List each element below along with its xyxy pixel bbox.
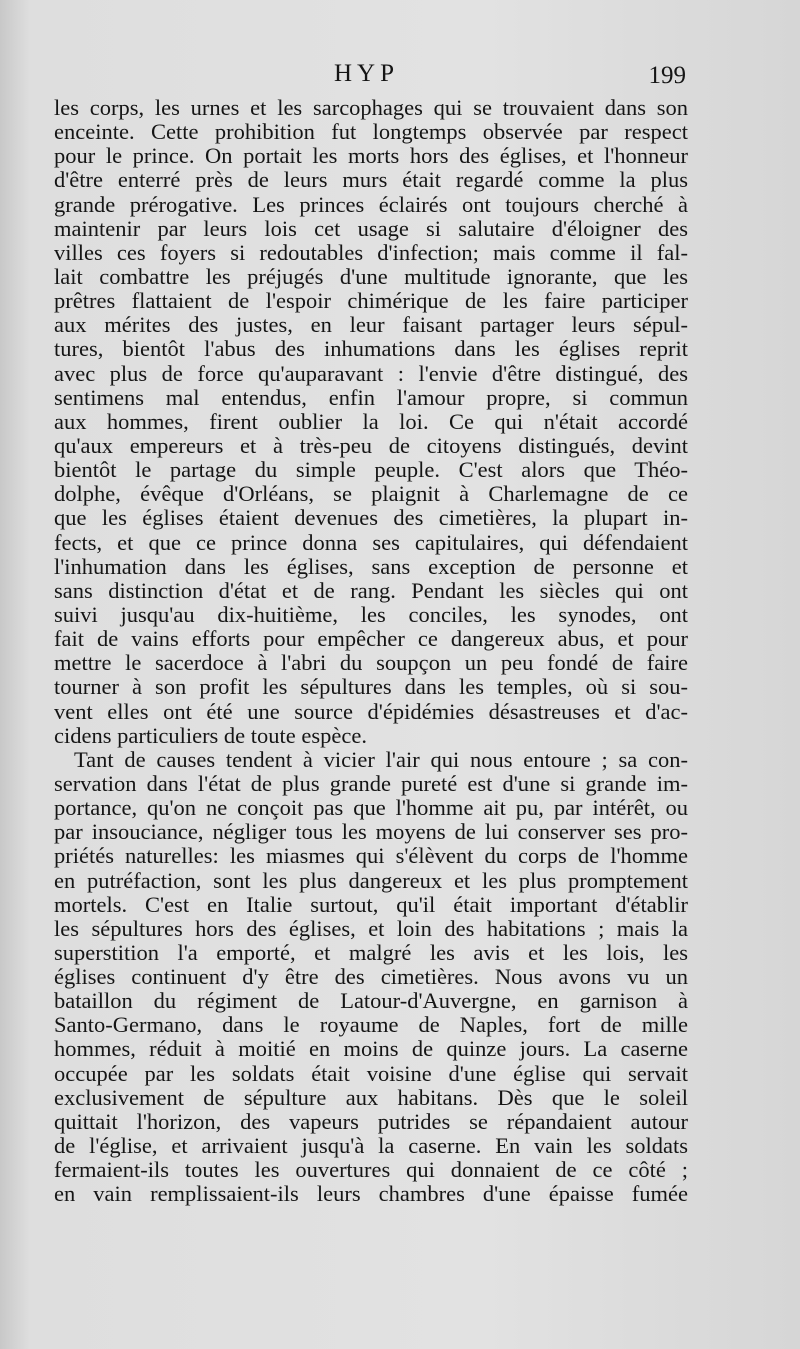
text-line: enceinte. Cette prohibition fut longtemps observée par respect: [54, 119, 688, 145]
text-line: servation dans l'état de plus grande pureté est d'une si grande im-: [54, 770, 688, 796]
text-line: bataillon du régiment de Latour-d'Auvergne, en garnison à: [54, 988, 688, 1014]
text-line: églises continuent d'y être des cimetières. Nous avons vu un: [54, 964, 688, 990]
text-line: de l'église, et arrivaient jusqu'à la caserne. En vain les soldats: [54, 1133, 688, 1159]
text-line: les sépultures hors des églises, et loin des habitations ; mais la: [54, 915, 688, 941]
text-line: l'inhumation dans les églises, sans exception de personne et: [54, 553, 688, 579]
text-line: fait de vains efforts pour empêcher ce dangereux abus, et pour: [54, 626, 688, 652]
text-line: sentimens mal entendus, enfin l'amour propre, si commun: [54, 384, 688, 410]
text-line: priétés naturelles: les miasmes qui s'élèvent du corps de l'homme: [54, 843, 688, 869]
text-line: occupée par les soldats était voisine d'une église qui servait: [54, 1060, 688, 1086]
paragraph: [54, 96, 688, 748]
page-number: 199: [648, 62, 686, 89]
text-line: lait combattre les préjugés d'une multitude ignorante, que les: [54, 263, 688, 289]
text-line: exclusivement de sépulture aux habitans. Dès que le soleil: [54, 1084, 688, 1110]
text-line: quittait l'horizon, des vapeurs putrides se répandaient autour: [54, 1108, 688, 1134]
text-line: tures, bientôt l'abus des inhumations dans les églises reprit: [54, 336, 688, 362]
text-line: d'être enterré près de leurs murs était regardé comme la plus: [54, 167, 688, 193]
text-line: maintenir par leurs lois cet usage si salutaire d'éloigner des: [54, 215, 688, 241]
text-line: par insouciance, négliger tous les moyens de lui conserver ses pro-: [54, 819, 688, 845]
text-line: en vain remplissaient-ils leurs chambres d'une épaisse fumée: [54, 1181, 688, 1207]
text-line: cidens particuliers de toute espèce.: [54, 722, 367, 748]
text-line: tourner à son profit les sépultures dans les temples, où si sou-: [54, 674, 688, 700]
text-line: grande prérogative. Les princes éclairés ont toujours cherché à: [54, 191, 688, 217]
text-line: que les églises étaient devenues des cimetières, la plupart in-: [54, 505, 688, 531]
text-line: fects, et que ce prince donna ses capitulaires, qui défendaient: [54, 529, 688, 555]
text-line: hommes, réduit à moitié en moins de quinze jours. La caserne: [54, 1036, 688, 1062]
text-line: mortels. C'est en Italie surtout, qu'il était important d'établir: [54, 891, 688, 917]
text-line: Tant de causes tendent à vicier l'air qui nous entoure ; sa con-: [74, 746, 688, 772]
text-line: villes ces foyers si redoutables d'infection; mais comme il fal-: [54, 239, 688, 265]
paragraph: [54, 748, 688, 1207]
text-line: Santo-Germano, dans le royaume de Naples, fort de mille: [54, 1012, 688, 1038]
text-line: sans distinction d'état et de rang. Pendant les siècles qui ont: [54, 577, 688, 603]
text-line: dolphe, évêque d'Orléans, se plaignit à Charlemagne de ce: [54, 481, 688, 507]
text-line: fermaient-ils toutes les ouvertures qui donnaient de ce côté ;: [54, 1157, 688, 1183]
text-line: les corps, les urnes et les sarcophages qui se trouvaient dans son: [54, 95, 688, 120]
text-line: pour le prince. On portait les morts hors des églises, et l'honneur: [54, 143, 688, 169]
text-line: bientôt le partage du simple peuple. C'est alors que Théo-: [54, 457, 688, 483]
text-line: qu'aux empereurs et à très-peu de citoyens distingués, devint: [54, 432, 688, 458]
body-text: [54, 96, 688, 1206]
text-line: prêtres flattaient de l'espoir chimérique de les faire participer: [54, 288, 688, 314]
text-line: avec plus de force qu'auparavant : l'envie d'être distingué, des: [54, 360, 688, 386]
text-line: superstition l'a emporté, et malgré les avis et les lois, les: [54, 939, 688, 965]
text-line: aux mérites des justes, en leur faisant partager leurs sépul-: [54, 312, 688, 338]
text-line: aux hommes, firent oublier la loi. Ce qui n'était accordé: [54, 408, 688, 434]
text-line: suivi jusqu'au dix-huitième, les conciles, les synodes, ont: [54, 601, 688, 627]
running-head: HYP: [334, 60, 400, 87]
text-line: vent elles ont été une source d'épidémies désastreuses et d'ac-: [54, 698, 688, 724]
text-line: en putréfaction, sont les plus dangereux et les plus promptement: [54, 867, 688, 893]
text-line: mettre le sacerdoce à l'abri du soupçon un peu fondé de faire: [54, 650, 688, 676]
page-header: [54, 56, 686, 96]
text-line: portance, qu'on ne conçoit pas que l'homme ait pu, par intérêt, ou: [54, 795, 688, 821]
